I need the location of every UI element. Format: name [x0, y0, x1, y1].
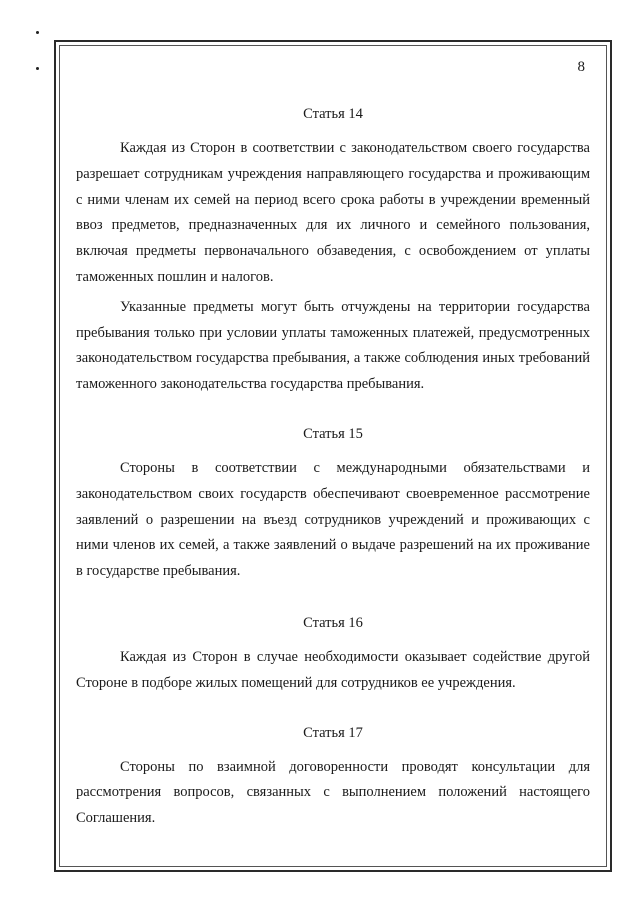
article-title: Статья 14: [303, 106, 363, 122]
paragraph: Каждая из Сторон в соответствии с законодательством своего государства разрешает сотрудникам учреждения направляющего государства и проживающим с ними членам их семей на период всего срока работы в учреждении временный ввоз предметов, предназначенных для их личного и семейного пользования, включая предметы первоначального обзаведения, с освобождением от уплаты таможенных пошлин и налогов.: [76, 140, 590, 285]
paragraph: Стороны по взаимной договоренности проводят консультации для рассмотрения вопросов, связанных с выполнением положений настоящего Соглашения.: [76, 758, 590, 827]
article-15: [76, 424, 590, 585]
paragraph: Стороны в соответствии с международными обязательствами и законодательством своих государств обеспечивают своевременное рассмотрение заявлений о разрешении на въезд сотрудников учреждений и проживающих с ними членов их семей, а также заявлений о выдаче разрешений на их проживание в государстве пребывания.: [76, 459, 590, 580]
article-title: Статья 16: [303, 614, 363, 631]
paragraph: Указанные предметы могут быть отчуждены на территории государства пребывания только при условии уплаты таможенных платежей, предусмотренных законодательством государства пребывания, а также соблюдения иных требований таможенного законодательства государства пребывания.: [76, 298, 590, 393]
scan-speck: [36, 31, 39, 34]
article-14: [76, 104, 590, 398]
document-body: [76, 104, 590, 836]
paragraph: Каждая из Сторон в случае необходимости оказывает содействие другой Стороне в подборе жилых помещений для сотрудников ее учреждения.: [76, 648, 590, 691]
article-17: [76, 723, 590, 832]
scan-speck: [36, 67, 39, 70]
article-title: Статья 17: [303, 724, 363, 741]
page-number: 8: [577, 59, 585, 75]
article-16: [76, 613, 590, 697]
article-title: Статья 15: [303, 425, 363, 442]
